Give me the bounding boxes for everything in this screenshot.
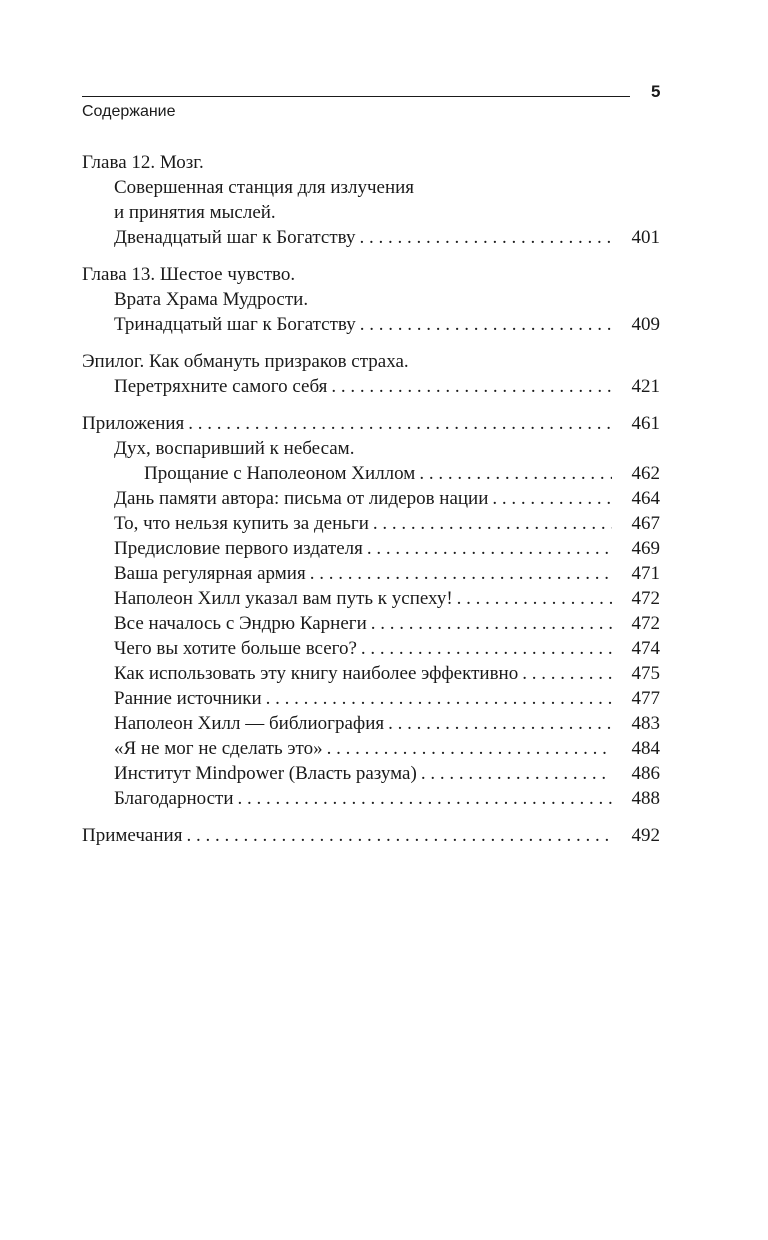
appendix-item[interactable] (82, 586, 660, 611)
table-of-contents (82, 150, 660, 848)
toc-page-number: 409 (631, 314, 660, 335)
toc-page-number: 464 (631, 488, 660, 509)
toc-page-number: 471 (631, 563, 660, 584)
toc-page-number: 467 (631, 513, 660, 534)
dot-leader (421, 761, 612, 786)
toc-page-number: 462 (631, 463, 660, 484)
toc-entry-label: «Я не мог не сделать это» (114, 738, 323, 759)
dot-leader (419, 461, 612, 486)
dot-leader (367, 536, 612, 561)
chapter-12-subtitle-line-2: и принятия мыслей. (114, 202, 276, 223)
chapter-12-subtitle-line-1: Совершенная станция для излучения (114, 177, 415, 198)
toc-page-number: 472 (631, 613, 660, 634)
appendix-item[interactable] (82, 761, 660, 786)
toc-page-number: 475 (631, 663, 660, 684)
toc-entry-label: Примечания (82, 825, 183, 846)
appendix-entry[interactable] (82, 411, 660, 436)
toc-entry-label: Наполеон Хилл — библиография (114, 713, 385, 734)
toc-entry-label: То, что нельзя купить за деньги (114, 513, 369, 534)
toc-entry-label: Благодарности (114, 788, 234, 809)
toc-page-number: 461 (631, 413, 660, 434)
toc-entry-label: Предисловие первого издателя (114, 538, 363, 559)
appendix-sub-entry[interactable] (82, 461, 660, 486)
appendix-item[interactable] (82, 636, 660, 661)
appendix-item[interactable] (82, 661, 660, 686)
toc-entry-label: Чего вы хотите больше всего? (114, 638, 357, 659)
toc-page-number: 469 (631, 538, 660, 559)
dot-leader (457, 586, 612, 611)
epilogue-heading: Эпилог. Как обмануть призраков страха. (82, 351, 409, 372)
toc-entry-label: Ваша регулярная армия (114, 563, 306, 584)
appendix-item[interactable] (82, 561, 660, 586)
dot-leader (388, 711, 612, 736)
chapter-12-entry[interactable] (82, 225, 660, 250)
header-rule (82, 96, 630, 97)
toc-entry-label: Перетряхните самого себя (114, 376, 328, 397)
chapter-13-heading: Глава 13. Шестое чувство. (82, 264, 296, 285)
appendix-item[interactable] (82, 686, 660, 711)
toc-page-number: 483 (631, 713, 660, 734)
dot-leader (492, 486, 612, 511)
notes-entry[interactable] (82, 823, 660, 848)
toc-entry-label: Институт Mindpower (Власть разума) (114, 763, 417, 784)
dot-leader (361, 636, 612, 661)
toc-page-number: 421 (631, 376, 660, 397)
appendix-item[interactable] (82, 536, 660, 561)
dot-leader (327, 736, 612, 761)
appendix-item[interactable] (82, 736, 660, 761)
toc-page-number: 472 (631, 588, 660, 609)
appendix-item[interactable] (82, 786, 660, 811)
dot-leader (186, 823, 612, 848)
dot-leader (238, 786, 613, 811)
dot-leader (310, 561, 612, 586)
chapter-13-entry[interactable] (82, 312, 660, 337)
toc-page-number: 488 (631, 788, 660, 809)
appendix-item[interactable] (82, 611, 660, 636)
toc-page-number: 477 (631, 688, 660, 709)
chapter-12-heading: Глава 12. Мозг. (82, 152, 204, 173)
toc-page-number: 486 (631, 763, 660, 784)
dot-leader (331, 374, 612, 399)
toc-entry-label: Все началось с Эндрю Карнеги (114, 613, 367, 634)
dot-leader (360, 312, 612, 337)
appendix-item[interactable] (82, 486, 660, 511)
toc-entry-label: Двенадцатый шаг к Богатству (114, 227, 356, 248)
toc-page-number: 474 (631, 638, 660, 659)
toc-entry-label: Приложения (82, 413, 185, 434)
toc-page-number: 484 (631, 738, 660, 759)
running-title: Содержание (82, 103, 176, 120)
dot-leader (373, 511, 612, 536)
appendix-item[interactable] (82, 711, 660, 736)
toc-entry-label: Как использовать эту книгу наиболее эффективно (114, 663, 519, 684)
toc-entry-label: Дань памяти автора: письма от лидеров нации (114, 488, 489, 509)
dot-leader (371, 611, 612, 636)
toc-entry-label: Тринадцатый шаг к Богатству (114, 314, 356, 335)
dot-leader (266, 686, 612, 711)
toc-entry-label: Ранние источники (114, 688, 262, 709)
toc-page-number: 401 (631, 227, 660, 248)
toc-entry-label: Наполеон Хилл указал вам путь к успеху! (114, 588, 453, 609)
toc-page-number: 492 (631, 825, 660, 846)
dot-leader (359, 225, 612, 250)
chapter-13-subtitle-line-1: Врата Храма Мудрости. (114, 289, 309, 310)
appendix-item[interactable] (82, 511, 660, 536)
page-number: 5 (651, 82, 661, 101)
appendix-sub-heading: Дух, воспаривший к небесам. (114, 438, 355, 459)
dot-leader (188, 411, 612, 436)
epilogue-entry[interactable] (82, 374, 660, 399)
toc-entry-label: Прощание с Наполеоном Хиллом (144, 463, 416, 484)
dot-leader (522, 661, 612, 686)
